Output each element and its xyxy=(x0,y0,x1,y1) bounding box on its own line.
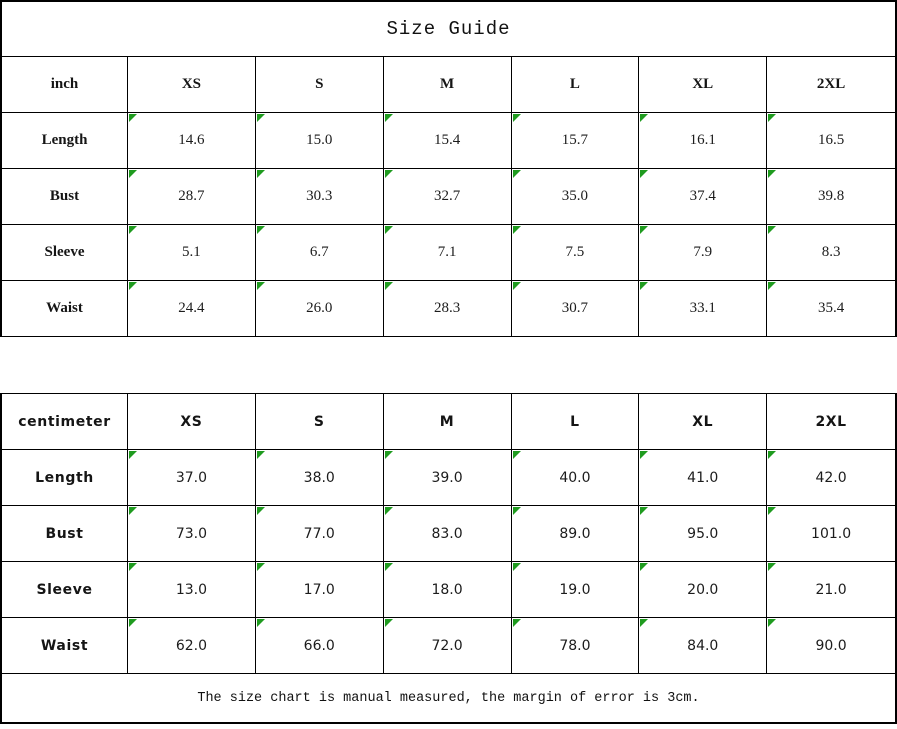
footer-row xyxy=(0,674,897,724)
cell-corner-marker-icon xyxy=(385,170,393,178)
spacer-row xyxy=(0,337,897,393)
cell-corner-marker-icon xyxy=(640,507,648,515)
cell-value: 89.0 xyxy=(559,525,591,542)
cell-corner-marker-icon xyxy=(257,507,265,515)
cell-corner-marker-icon xyxy=(129,282,137,290)
size-value-cell xyxy=(128,281,256,337)
row-label-cell: Waist xyxy=(2,281,128,337)
unit-header-cell: inch xyxy=(2,57,128,113)
size-value-cell xyxy=(512,618,640,674)
row-label-cell: Bust xyxy=(2,506,128,562)
cell-value: 30.7 xyxy=(561,300,589,316)
unit-header-cell: centimeter xyxy=(2,394,128,450)
cell-corner-marker-icon xyxy=(513,114,521,122)
cell-value: 62.0 xyxy=(175,637,207,654)
page-title: Size Guide xyxy=(386,18,511,40)
cell-value: 78.0 xyxy=(559,637,591,654)
size-value-cell xyxy=(256,506,384,562)
cell-value: 14.6 xyxy=(178,132,205,148)
size-value-cell xyxy=(256,225,384,281)
size-value-cell xyxy=(512,506,640,562)
cell-corner-marker-icon xyxy=(768,226,776,234)
size-value-cell xyxy=(256,113,384,169)
cell-corner-marker-icon xyxy=(640,282,648,290)
cell-corner-marker-icon xyxy=(640,170,648,178)
cell-corner-marker-icon xyxy=(129,226,137,234)
cell-corner-marker-icon xyxy=(640,451,648,459)
cell-value: 19.0 xyxy=(559,581,591,598)
size-value-cell xyxy=(384,281,512,337)
size-value-cell xyxy=(767,506,895,562)
size-value-cell xyxy=(384,562,512,618)
column-header-cell: S xyxy=(256,57,384,113)
cell-corner-marker-icon xyxy=(513,507,521,515)
cell-value: 72.0 xyxy=(431,637,463,654)
cell-value: 77.0 xyxy=(303,525,335,542)
cell-value: 83.0 xyxy=(431,525,463,542)
size-value-cell xyxy=(512,169,640,225)
cell-value: 90.0 xyxy=(815,637,847,654)
row-label-cell: Bust xyxy=(2,169,128,225)
size-value-cell xyxy=(639,281,767,337)
cell-corner-marker-icon xyxy=(513,170,521,178)
size-value-cell xyxy=(767,281,895,337)
size-value-cell xyxy=(128,562,256,618)
size-value-cell xyxy=(512,225,640,281)
size-value-cell xyxy=(256,169,384,225)
cell-value: 26.0 xyxy=(306,300,333,316)
cell-value: 37.4 xyxy=(689,188,716,204)
row-label-cell: Length xyxy=(2,113,128,169)
cell-corner-marker-icon xyxy=(768,507,776,515)
size-value-cell xyxy=(767,450,895,506)
size-value-cell xyxy=(128,506,256,562)
cell-value: 42.0 xyxy=(815,469,847,486)
title-row xyxy=(0,0,897,57)
cell-value: 66.0 xyxy=(303,637,335,654)
cell-corner-marker-icon xyxy=(768,451,776,459)
cell-value: 8.3 xyxy=(821,244,841,260)
column-header-cell: XS xyxy=(128,394,256,450)
column-header-cell: S xyxy=(256,394,384,450)
cell-corner-marker-icon xyxy=(129,619,137,627)
size-value-cell xyxy=(767,618,895,674)
size-value-cell xyxy=(639,506,767,562)
cell-corner-marker-icon xyxy=(385,114,393,122)
cell-value: 16.5 xyxy=(817,132,845,148)
cell-corner-marker-icon xyxy=(768,282,776,290)
cell-value: 33.1 xyxy=(689,300,716,316)
cell-corner-marker-icon xyxy=(768,170,776,178)
column-header-cell: M xyxy=(384,394,512,450)
cell-value: 40.0 xyxy=(559,469,591,486)
size-value-cell xyxy=(639,113,767,169)
column-header-cell: L xyxy=(512,57,640,113)
row-label-cell: Sleeve xyxy=(2,562,128,618)
size-value-cell xyxy=(128,618,256,674)
size-value-cell xyxy=(128,113,256,169)
size-value-cell xyxy=(639,618,767,674)
cell-corner-marker-icon xyxy=(257,282,265,290)
cell-corner-marker-icon xyxy=(513,282,521,290)
size-value-cell xyxy=(512,281,640,337)
cell-corner-marker-icon xyxy=(768,114,776,122)
cell-value: 41.0 xyxy=(687,469,719,486)
cell-corner-marker-icon xyxy=(129,507,137,515)
size-value-cell xyxy=(384,225,512,281)
cell-value: 24.4 xyxy=(178,300,205,316)
cell-corner-marker-icon xyxy=(129,563,137,571)
cell-corner-marker-icon xyxy=(385,619,393,627)
cell-value: 5.1 xyxy=(182,244,201,260)
cell-corner-marker-icon xyxy=(513,619,521,627)
cell-value: 101.0 xyxy=(811,525,852,542)
column-header-cell: M xyxy=(384,57,512,113)
column-header-cell: 2XL xyxy=(767,57,895,113)
cell-value: 6.7 xyxy=(309,244,329,260)
row-label-cell: Sleeve xyxy=(2,225,128,281)
cell-corner-marker-icon xyxy=(640,114,648,122)
cell-corner-marker-icon xyxy=(257,451,265,459)
column-header-cell: L xyxy=(512,394,640,450)
cell-corner-marker-icon xyxy=(385,226,393,234)
cell-value: 95.0 xyxy=(687,525,719,542)
size-value-cell xyxy=(256,562,384,618)
cell-corner-marker-icon xyxy=(257,170,265,178)
cell-value: 32.7 xyxy=(433,188,461,204)
size-value-cell xyxy=(384,506,512,562)
cell-corner-marker-icon xyxy=(768,563,776,571)
cell-corner-marker-icon xyxy=(257,226,265,234)
cell-corner-marker-icon xyxy=(513,226,521,234)
row-label-cell: Waist xyxy=(2,618,128,674)
cell-value: 38.0 xyxy=(303,469,335,486)
cell-value: 7.9 xyxy=(693,244,713,260)
size-value-cell xyxy=(384,618,512,674)
cell-value: 7.5 xyxy=(565,244,585,260)
cell-value: 15.4 xyxy=(433,132,461,148)
cell-corner-marker-icon xyxy=(513,563,521,571)
size-value-cell xyxy=(384,113,512,169)
cell-corner-marker-icon xyxy=(768,619,776,627)
size-value-cell xyxy=(639,450,767,506)
cell-value: 7.1 xyxy=(437,244,457,260)
size-value-cell xyxy=(384,450,512,506)
size-value-cell xyxy=(512,450,640,506)
cell-corner-marker-icon xyxy=(129,170,137,178)
cell-corner-marker-icon xyxy=(640,619,648,627)
footer-note: The size chart is manual measured, the margin of error is 3cm. xyxy=(197,690,700,706)
column-header-cell: XL xyxy=(639,57,767,113)
size-value-cell xyxy=(767,225,895,281)
cell-value: 30.3 xyxy=(306,188,333,204)
cell-corner-marker-icon xyxy=(385,507,393,515)
cell-corner-marker-icon xyxy=(385,451,393,459)
size-value-cell xyxy=(384,169,512,225)
cell-corner-marker-icon xyxy=(385,563,393,571)
cell-value: 39.8 xyxy=(817,188,845,204)
size-value-cell xyxy=(128,450,256,506)
size-value-cell xyxy=(256,450,384,506)
size-value-cell xyxy=(767,562,895,618)
cell-value: 35.4 xyxy=(817,300,845,316)
size-table-inch xyxy=(0,57,897,337)
size-value-cell xyxy=(128,225,256,281)
cell-corner-marker-icon xyxy=(257,619,265,627)
cell-corner-marker-icon xyxy=(257,114,265,122)
size-value-cell xyxy=(512,113,640,169)
cell-value: 84.0 xyxy=(687,637,719,654)
column-header-cell: XL xyxy=(639,394,767,450)
cell-value: 39.0 xyxy=(431,469,463,486)
cell-value: 17.0 xyxy=(303,581,335,598)
cell-value: 21.0 xyxy=(815,581,847,598)
cell-corner-marker-icon xyxy=(640,226,648,234)
size-value-cell xyxy=(639,225,767,281)
cell-value: 20.0 xyxy=(687,581,719,598)
cell-corner-marker-icon xyxy=(129,451,137,459)
cell-value: 15.7 xyxy=(561,132,589,148)
cell-value: 18.0 xyxy=(431,581,463,598)
size-value-cell xyxy=(639,562,767,618)
size-value-cell xyxy=(639,169,767,225)
cell-value: 15.0 xyxy=(306,132,333,148)
cell-corner-marker-icon xyxy=(257,563,265,571)
size-value-cell xyxy=(128,169,256,225)
cell-corner-marker-icon xyxy=(640,563,648,571)
cell-value: 16.1 xyxy=(689,132,716,148)
size-value-cell xyxy=(767,169,895,225)
size-value-cell xyxy=(256,618,384,674)
row-label-cell: Length xyxy=(2,450,128,506)
cell-corner-marker-icon xyxy=(385,282,393,290)
cell-value: 28.3 xyxy=(433,300,461,316)
column-header-cell: 2XL xyxy=(767,394,895,450)
cell-value: 35.0 xyxy=(561,188,589,204)
size-value-cell xyxy=(767,113,895,169)
cell-corner-marker-icon xyxy=(129,114,137,122)
cell-value: 37.0 xyxy=(175,469,207,486)
size-value-cell xyxy=(256,281,384,337)
size-table-centimeter xyxy=(0,393,897,674)
cell-value: 13.0 xyxy=(175,581,207,598)
cell-corner-marker-icon xyxy=(513,451,521,459)
column-header-cell: XS xyxy=(128,57,256,113)
size-value-cell xyxy=(512,562,640,618)
cell-value: 28.7 xyxy=(178,188,205,204)
cell-value: 73.0 xyxy=(175,525,207,542)
